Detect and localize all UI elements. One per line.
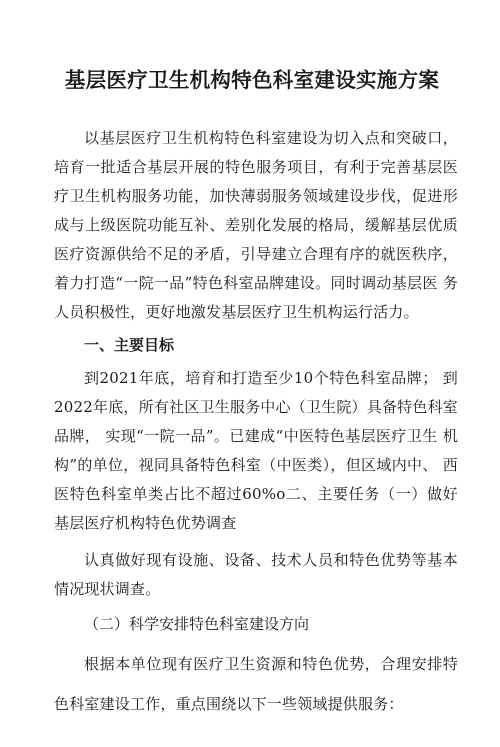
planning-paragraph: 根据本单位现有医疗卫生资源和特色优势，合理安排特 色科室建设工作，重点围绕以下一些领域提供服务： [54,655,458,713]
main-goals-paragraph: 到2021年底，培育和打造至少10个特色科室品牌； 到 2022年底，所有社区卫生服务中心（卫生院）具备特色科室 品牌， 实现“一院一品”。已建成“中医特色基层医疗卫生 机构”的单位，视同具备特色科室（中医类），但区域内中、 西医特色科室单类占比不超过60%o二、主要任务（一）做好基层医疗机构特色优势调查 [54,369,458,532]
subsection-heading-planning: （二）科学安排特色科室建设方向 [84,615,310,633]
document-title: 基层医疗卫生机构特色科室建设实施方案 [64,68,440,92]
section-heading-main-goals: 一、主要目标 [84,336,175,354]
survey-paragraph: 认真做好现有设施、设备、技术人员和特色优势等基本 情况现状调查。 [54,551,458,598]
intro-paragraph: 以基层医疗卫生机构特色科室建设为切入点和突破口， 培育一批适合基层开展的特色服务项目，有利于完善基层医 疗卫生机构服务功能，加快薄弱服务领域建设步伐，促进形 成与上级医院功能互补、差别化发展的格局，缓解基层优质 医疗资源供给不足的矛盾，引导建立合理有序的就医秩序，着力打造“一院一品”特色科室品牌建设。同时调动基层医 务人员积极性，更好地激发基层医疗卫生机构运行活力。 [54,129,458,321]
